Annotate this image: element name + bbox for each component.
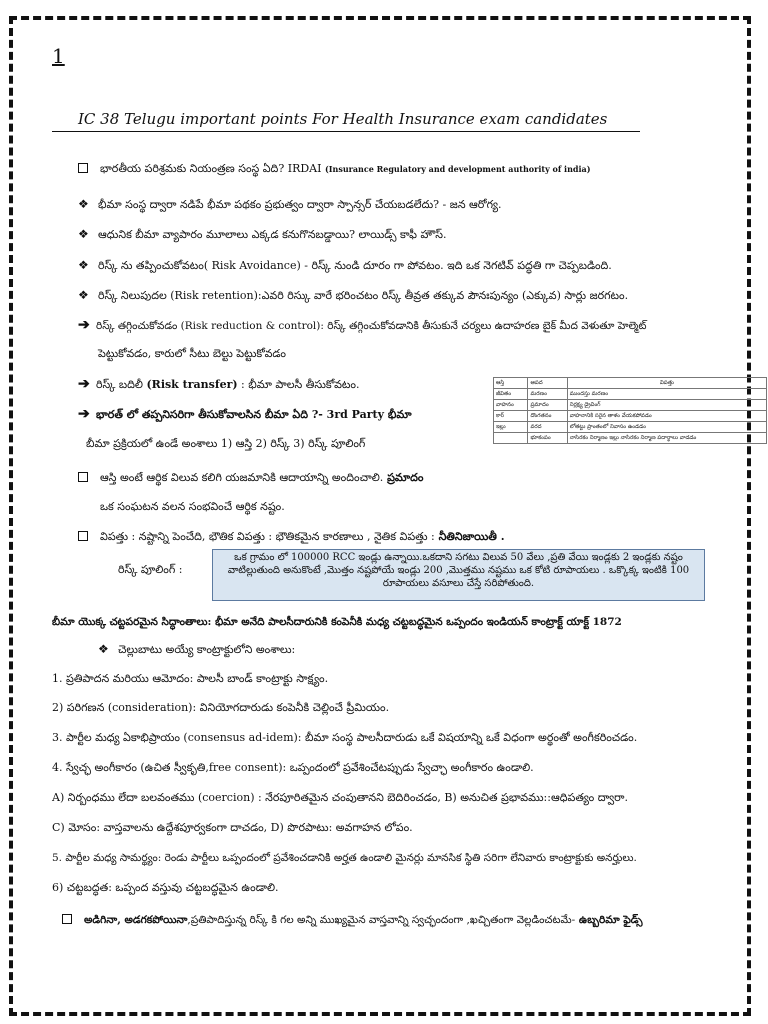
arrow-right-icon: ➔ <box>78 406 90 422</box>
diamond-bullet-icon: ❖ <box>98 642 109 656</box>
uberrima-fides-term: ఉబ్బరిమా ఫైడ్స్ <box>575 914 643 926</box>
peril-line <box>78 530 505 544</box>
asset-definition <box>78 471 423 485</box>
table-cell: ముందస్తు మరణం <box>567 389 766 400</box>
bullet-text: భీమా సంస్థ ద్వారా నడిపే భీమా పథకం ప్రభుత్వం ద్వారా స్పాన్సర్ చేయబడలేదు? - జన ఆరోగ్య. <box>98 198 502 211</box>
table-row <box>494 422 767 433</box>
table-cell: కార్ <box>494 411 528 422</box>
table-row <box>494 433 767 444</box>
table-row <box>494 400 767 411</box>
hazard-definition: ఒక సంఘటన వలన సంభవించే ఆర్థిక నష్టం. <box>100 500 285 513</box>
bullet-text: ఆధునిక బీమా వ్యాపారం మూలాలు ఎక్కడ కనుగొనబడ్డాయి? లాయిడ్స్ కాఫీ హౌస్. <box>98 228 447 241</box>
moral-hazard-term: నీతినిజాయితీ . <box>434 530 505 543</box>
table-cell: జీవితం <box>494 389 528 400</box>
contract-point: 3. పార్టీల మధ్య ఏకాభిప్రాయం (consensus ad-idem): బీమా సంస్థ పాలసీదారుడు ఒకే విషయాన్ని ఒకే విధంగా అర్థంతో అంగీకరించడం. <box>52 731 638 744</box>
contract-point: 1. ప్రతిపాదన మరియు ఆమోదం: పాలసీ బాండ్ కాంట్రాక్టు సాక్ష్యం. <box>52 672 329 685</box>
table-cell: వాహనానికి సరైన తాళం వేయకపోవడం <box>567 411 766 422</box>
q1-text: భారతీయ పరిశ్రమకు నియంత్రణ సంస్థ ఏది? IRDAI <box>100 162 322 175</box>
risk-reduction-continued: పెట్టుకోవడం, కారులో సీటు బెల్టు పెట్టుకోవడం <box>98 347 286 360</box>
risk-pooling-label: రిస్క్ పూలింగ్ : <box>118 563 183 576</box>
utmost-good-faith-line <box>62 913 642 927</box>
contract-point: 5. పార్టీల మధ్య సామర్థ్యం: రెండు పార్టీలు ఒప్పందంలో ప్రవేశించడానికి అర్హత ఉండాలి మైనర్లు మానసిక స్థితి సరిగా లేనివారు కాంట్రాక్టుకు అనర్హులు. <box>52 852 637 864</box>
table-cell: విపత్తు <box>567 378 766 389</box>
checkbox-icon <box>62 914 72 924</box>
disclosure-text: ,ప్రతిపాదిస్తున్న రిస్క్ కి గల అన్ని ముఖ్యమైన వాస్తవాన్ని స్వచ్ఛందంగా ,ఖచ్చితంగా వెల్లడించటమే- <box>187 914 576 926</box>
table-cell: మరణం <box>528 389 567 400</box>
q1-note: (Insurance Regulatory and development authority of india) <box>324 164 591 174</box>
arrow-right-icon: ➔ <box>78 317 90 333</box>
hazard-term: ప్రమాదం <box>383 471 424 484</box>
checkbox-icon <box>78 472 88 482</box>
checkbox-icon <box>78 163 88 173</box>
diamond-bullet-icon: ❖ <box>78 288 89 302</box>
bullet-item <box>78 227 446 242</box>
table-cell: ఆస్తి <box>494 378 528 389</box>
page-title: IC 38 Telugu important points For Health Insurance exam candidates <box>52 110 640 132</box>
valid-contract-text: చెల్లుబాటు అయ్యే కాంట్రాక్టులోని అంశాలు: <box>118 643 296 656</box>
contract-point: A) నిర్బంధము లేదా బలవంతము (coercion) : నేరపూరితమైన చంపుతానని బెదిరించడం, B) అనుచిత ప్రభావము::ఆధిపత్యం ద్వారా. <box>52 791 628 804</box>
risk-transfer-text: : భీమా పాలసీ తీసుకోవటం. <box>237 378 360 391</box>
valid-contract-heading <box>98 642 295 657</box>
risk-reduction-text: రిస్క్ తగ్గించుకోవడం (Risk reduction & control): రిస్క్ తగ్గించుకోవడానికి తీసుకునే చర్యలు ఉదాహరణ బైక్ మీద వెళుతూ హెల్మెట్ <box>96 320 647 332</box>
bullet-text: రిస్క్ నిలుపుదల (Risk retention):ఎవరి రిస్కు వారే భరించటం రిస్క్ తీవ్రత తక్కువ పౌనఃపున్యం (ఎక్కువ) సార్లు జరగటం. <box>98 289 629 302</box>
table-cell: ఇల్లు <box>494 422 528 433</box>
arrow-item-risk-reduction <box>78 318 646 333</box>
risk-transfer-term: (Risk transfer) <box>146 378 238 391</box>
contract-point: 2) పరిగణన (consideration): వినియోగదారుడు కంపెనీకి చెల్లించే ప్రీమియం. <box>52 701 390 714</box>
table-cell: నాసిరకం నిర్మాణం ఇల్లు నాసిరకం నిర్మాణ పదార్థాలు వాడడం <box>567 433 766 444</box>
diamond-bullet-icon: ❖ <box>78 197 89 211</box>
legal-principles-heading: బీమా యొక్క చట్టపరమైన సిద్ధాంతాలు: భీమా అనేది పాలసీదారునికి కంపెనీకి మధ్య చట్టబద్ధమైన ఒప్పందం ఇండియన్ కాంట్రాక్ట్ యాక్ట్ 1872 <box>52 616 622 628</box>
table-row <box>494 411 767 422</box>
table-cell: వాహనం <box>494 400 528 411</box>
contract-point: 6) చట్టబద్ధత: ఒప్పంద వస్తువు చట్టబద్ధమైన ఉండాలి. <box>52 881 279 894</box>
table-cell: నిర్లక్ష్య డ్రైవింగ్ <box>567 400 766 411</box>
contract-point: 4. స్వేచ్ఛ అంగీకారం (ఉచిత స్వీకృతి,free consent): ఒప్పందంలో ప్రవేశించేటప్పుడు స్వేచ్ఛా అంగీకారం ఉండాలి. <box>52 761 534 774</box>
diamond-bullet-icon: ❖ <box>78 258 89 272</box>
third-party-text: భారత్ లో తప్పనిసరిగా తీసుకోవాలసిన బీమా ఏది ?- 3rd Party భీమా <box>96 408 412 421</box>
bullet-item <box>78 288 628 303</box>
arrow-item-third-party <box>78 407 412 422</box>
bullet-item <box>78 258 612 273</box>
table-cell: ఆపద <box>528 378 567 389</box>
q1-line <box>78 162 591 176</box>
asset-text: ఆస్తి అంటే ఆర్థిక విలువ కలిగి యజమానికి ఆదాయాన్ని అందించాలి. <box>100 471 384 484</box>
arrow-right-icon: ➔ <box>78 376 90 392</box>
risk-transfer-label: రిస్క్ బదిలీ <box>96 378 147 391</box>
bullet-text: రిస్క్ ను తప్పించుకోవటం( Risk Avoidance) - రిస్క్ నుండి దూరం గా పోవటం. ఇది ఒక నెగటివ్ పద్ధతి గా చెప్పబడింది. <box>98 259 612 272</box>
arrow-item-risk-transfer <box>78 377 360 392</box>
table-cell <box>494 433 528 444</box>
risk-pooling-example-box: ఒక గ్రామం లో 100000 RCC ఇండ్లు ఉన్నాయి.ఒకదాని సగటు విలువ 50 వేలు ,ప్రతి వేయి ఇండ్లకు 2 ఇండ్లకు నష్టం వాటిల్లుతుంది అనుకొంటే ,మొత్తం నష్టపోయే ఇండ్లు 200 ,మొత్తము నష్టము ఒక కోటి రూపాయలు . ఒక్కొక్క ఇంటికి 100 రూపాయలు వసూలు చేస్తే సరిపోతుంది. <box>212 549 705 601</box>
table-cell: లోతట్టు ప్రాంతంలో నివాసం ఉండడం <box>567 422 766 433</box>
page-number: 1 <box>52 44 65 68</box>
bullet-item <box>78 197 502 212</box>
peril-table <box>493 377 767 444</box>
table-row <box>494 389 767 400</box>
peril-text: విపత్తు : నష్టాన్ని పెంచేది, భౌతిక విపత్తు : భౌతికమైన కారణాలు , నైతిక విపత్తు : <box>100 530 435 543</box>
table-cell: దొంగతనం <box>528 411 567 422</box>
table-cell: వరద <box>528 422 567 433</box>
diamond-bullet-icon: ❖ <box>78 227 89 241</box>
table-cell: ప్రమాదం <box>528 400 567 411</box>
disclosure-term: అడిగినా, అడగకపోయినా <box>84 914 188 926</box>
table-cell: భూకంపం <box>528 433 567 444</box>
table-row <box>494 378 767 389</box>
process-elements-line: బీమా ప్రక్రియలో ఉండే అంశాలు 1) ఆస్తి 2) రిస్క్ 3) రిస్క్ పూలింగ్ <box>86 437 366 450</box>
checkbox-icon <box>78 531 88 541</box>
contract-point: C) మోసం: వాస్తవాలను ఉద్దేశపూర్వకంగా దాచడం, D) పొరపాటు: అవగాహన లోపం. <box>52 821 413 834</box>
